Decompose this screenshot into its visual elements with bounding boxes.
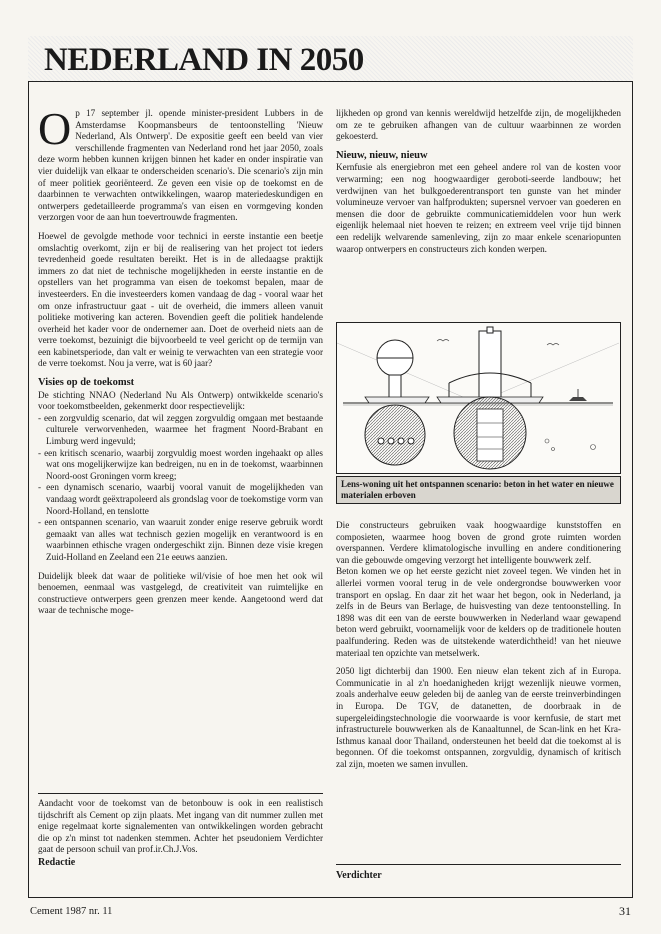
paragraph-2050: 2050 ligt dichterbij dan 1900. Een nieuw elan tekent zich af in Europa. Communicatie in al z'n hoedanigheden krijgt wezenlijk nieuwe vormen, zoals anderhalve eeuw geleden bij de aanleg van de eerste treinverbindingen in Europa. De TGV, de datanetten, de doorbraak in de supergeleidingstechnologie die voorwaarde is voor kernfusie, de start met infrastructurele bouwwerken als de Kanaaltunnel, de Scan-link en het Kra-Isthmus kanaal door Thailand, ondersteunen het beeld dat die toekomst al is begonnen. Of die toekomst ontspannen, zorgvuldig, dynamisch of kritisch zal zijn, moeten we samen invullen. <box>336 666 621 769</box>
editorial-note <box>38 793 323 869</box>
column-right-bottom <box>336 520 621 777</box>
paragraph-nnao: De stichting NNAO (Nederland Nu Als Ontwerp) ontwikkelde scenario's voor toekomstbeelden, gekenmerkt door respectievelijk: <box>38 389 323 412</box>
list-item: - een ontspannen scenario, van waaruit zonder enige reserve gebruik wordt gemaakt van alles wat technisch gezien mogelijk en verantwoord is en waarbinnen ethische vragen ondergeschikt zijn. Binnen deze visie kregen Zuid-Holland en Zeeland een 21e eeuws aanzien. <box>38 517 323 562</box>
editorial-signature: Redactie <box>38 856 76 868</box>
subheading-visies: Visies op de toekomst <box>38 377 135 389</box>
list-item: - een dynamisch scenario, waarbij vooral vanuit de mogelijkheden van vandaag wordt geëxtrapoleerd als grondslag voor de toekomstige vorm van Noord-Holland, en tenslotte <box>38 482 323 516</box>
column-left <box>38 103 323 624</box>
paragraph-method: Hoewel de gevolgde methode voor technici in eerste instantie een beetje omslachtig overkomt, zijn er bij de realisering van het project tot ieders tevredenheid goede resultaten bereikt. Het is in de alledaagse praktijk immers zo dat niet de technische mogelijkheden in eerste instantie en de opstellers van het programma van eisen de toekomst bepalen, maar de investeerders. En die investeerders komen vandaag de dag - vooral waar het om onze infrastructuur gaat - uit de overheid, die immers alleen vanuit politieke motivering kan acteren. Bovendien geeft die politiek handelende overheid het kader voor de ondernemer aan. Doet de overheid niets aan de verre toekomst, bezuinigt die bijvoorbeeld te veel gericht op de termijn van een kabinetsperiode, dan valt er weinig te verwachten van een strategie voor de verre toekomst. Nou ja verre, wat is 60 jaar? <box>38 230 323 369</box>
list-item: - een zorgvuldig scenario, dat wil zeggen zorgvuldig omgaan met bestaande culturele verworvenheden, waarmee het fragment Noord-Brabant en Limburg werd ingevuld; <box>38 412 323 447</box>
journal-footer: Cement 1987 nr. 11 <box>30 906 113 917</box>
paragraph-politics: Duidelijk bleek dat waar de politieke wil/visie of hoe men het ook wil benoemen, eenmaal was vastgelegd, de creativiteit van ruimtelijke en constructieve ontwerpers geen grenzen meer kende. Aangetoond werd dat waar de technische moge- <box>38 570 323 616</box>
paragraph-scenario-points: Kernfusie als energiebron met een geheel andere rol van de kosten voor verwarming; een nog hoogwaardiger geroboti-seerde landbouw; het verdwijnen van het bulkgoederentransport ten gunste van het minder volumineuze vervoer van halfprodukten; supersnel vervoer van goederen en mensen die door de gebruikte communicatiemiddelen voor hun werk eigenlijk helemaal niet hoeven te reizen; en extreem veel vrije tijd binnen een redelijk welvarende samenleving, zijn zo maar enkele scenariopunten waarop ontwerpers en constructeurs zich konden werpen. <box>336 162 621 254</box>
lens-house-drawing <box>337 323 619 472</box>
column-right-top <box>336 108 621 262</box>
drop-cap: O <box>38 103 72 154</box>
subheading-nieuw: Nieuw, nieuw, nieuw <box>336 149 428 161</box>
scenario-list <box>38 413 323 564</box>
editorial-text: Aandacht voor de toekomst van de betonbouw is ook in een realistisch tijdschrift als Cement op zijn plaats. Met ingang van dit nummer zullen met enige regelmaat korte signalementen van ontwikkelingen worden gebracht die op z'n minst tot nadenken stemmen. Achter het pseudoniem Verdichter gaat de persoon schuil van prof.ir.Ch.J.Vos. <box>38 798 323 855</box>
intro-paragraph: Op 17 september jl. opende minister-president Lubbers in de Amsterdamse Koopmansbeurs de tentoonstelling 'Nieuw Nederland, Als Ontwerp'. De expositie geeft een beeld van vier verschillende fragmenten van Nederland rond het jaar 2050, zoals deze worm hebben kunnen krijgen binnen het kader en onder inspiratie van vier duidelijk van elkaar te onderscheiden scenario's. Die scenario's zijn min of meer politiek georiënteerd. Ze geven een visie op de toekomst en de daarbinnen te verwachten ontwikkelingen, waarop materiedeskundigen en ontwerpers gedetailleerde programma's van eisen en vormgeving konden verzorgen voor de aan hun toevertrouwde fragmenten. <box>38 103 323 223</box>
paragraph-beton: Beton komen we op het eerste gezicht niet zoveel tegen. We vinden het in allerlei vormen vooral terug in de vele ondergrondse bouwwerken voor transport en opslag. En daar zit het waar het begon, ook in Nederland, ja zelfs in de Beurs van Berlage, de huisvesting van deze tentoonstelling. In 1898 was dit een van de eerste bouwwerken in Nederland waar gewapend beton werd gebruikt, voornamelijk voor de kelders op de traditionele houten paalfundering. Reden was de uitstekende waterdichtheid! van het nieuwe materiaal ten opzichte van metselwerk. <box>336 566 621 658</box>
article-title: NEDERLAND IN 2050 <box>44 42 364 78</box>
figure-caption: Lens-woning uit het ontspannen scenario: beton in het water en nieuwe materialen erboven <box>336 476 621 504</box>
page-number: 31 <box>619 904 631 918</box>
paragraph-constructeurs: Die constructeurs gebruiken vaak hoogwaardige kunststoffen en composieten, waarmee hoog boven de grond grote ruimten worden overspannen. Verdere klimatologische invulling en andere conditionering van die gebouwde omgeving verzorgt het intelligente bouwwerk zelf. <box>336 520 621 565</box>
paragraph-continued: lijkheden op grond van kennis wereldwijd hetzelfde zijn, de mogelijkheden om ze te gebruiken afhangen van de cultuur waarbinnen ze worden gekoesterd. <box>336 108 621 142</box>
lens-house-illustration <box>336 322 621 474</box>
list-item: - een kritisch scenario, waarbij zorgvuldig moest worden ingehaakt op alles wat ons mogelijkerwijze kan bedreigen, nu en in de toekomst, waarbinnen Noord-oost Groningen vorm kreeg; <box>38 447 323 481</box>
author-signature: Verdichter <box>336 870 382 881</box>
signature-rule <box>336 864 621 865</box>
